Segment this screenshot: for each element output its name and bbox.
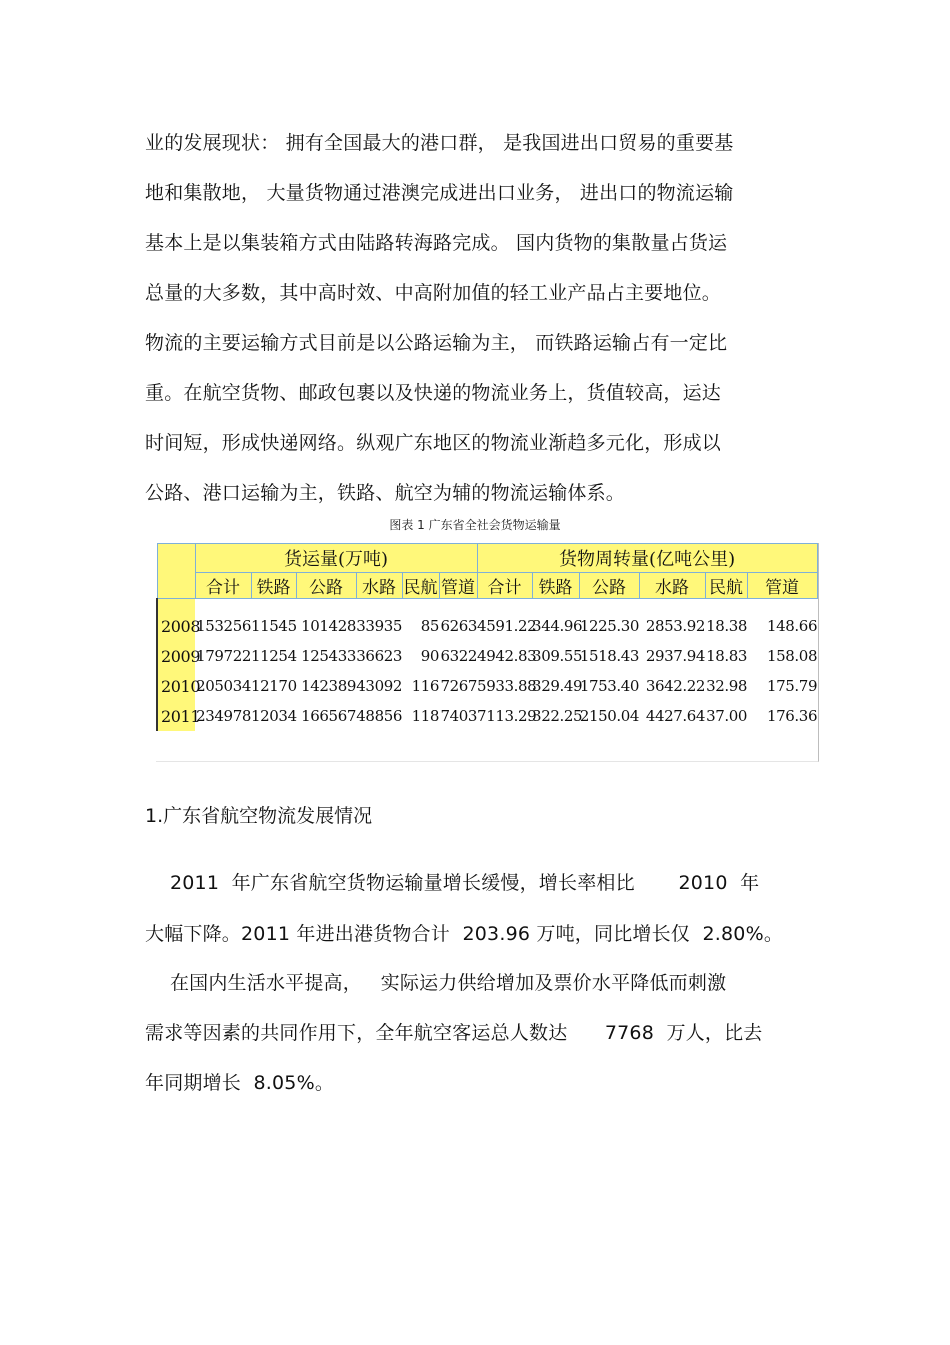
table-cell: 37.00 bbox=[706, 707, 748, 725]
table-cell: 3642.22 bbox=[645, 677, 706, 695]
table-spacer bbox=[157, 599, 195, 612]
col-header: 民航 bbox=[705, 573, 747, 599]
table-cell: 2150.04 bbox=[579, 707, 640, 725]
table-cell: 43092 bbox=[356, 677, 402, 695]
table-cell: 309.55 bbox=[532, 647, 583, 665]
table-cell: 1518.43 bbox=[579, 647, 640, 665]
col-header: 水路 bbox=[639, 573, 705, 599]
table-cell: 90 bbox=[420, 647, 439, 665]
table-cell: 33935 bbox=[356, 617, 402, 635]
table-row bbox=[157, 701, 817, 731]
row-year: 2011 bbox=[157, 701, 195, 731]
table-cell: 148.66 bbox=[767, 617, 818, 635]
table-cell: 329.49 bbox=[532, 677, 583, 695]
text-line: 地和集散地， 大量货物通过港澳完成进出口业务， 进出口的物流运输 bbox=[145, 182, 734, 204]
row-year: 2008 bbox=[157, 611, 195, 641]
table-cell: 2937.94 bbox=[645, 647, 706, 665]
text-line: 2011 年广东省航空货物运输量增长缓慢，增长率相比 2010 年 bbox=[145, 872, 760, 894]
table-cell: 18.83 bbox=[706, 647, 748, 665]
col-header: 管道 bbox=[439, 573, 477, 599]
table-cell: 116 bbox=[411, 677, 439, 695]
row-year: 2009 bbox=[157, 641, 195, 671]
col-header: 合计 bbox=[477, 573, 532, 599]
table-cell: 1225.30 bbox=[579, 617, 640, 635]
section-heading: 1.广东省航空物流发展情况 bbox=[145, 805, 373, 827]
freight-table bbox=[156, 543, 818, 731]
text-line: 公路、港口运输为主，铁路、航空为辅的物流运输体系。 bbox=[145, 482, 626, 504]
table-cell: 153256 bbox=[196, 617, 251, 635]
col-header: 公路 bbox=[579, 573, 639, 599]
col-header: 铁路 bbox=[532, 573, 579, 599]
table-cell: 101428 bbox=[301, 617, 356, 635]
table-cell: 6263 bbox=[440, 617, 478, 635]
table-cell: 234978 bbox=[196, 707, 251, 725]
table-row bbox=[157, 611, 817, 641]
table-cell: 7403 bbox=[440, 707, 478, 725]
table-cell: 205034 bbox=[196, 677, 251, 695]
text-line: 基本上是以集装箱方式由陆路转海路完成。 国内货物的集散量占货运 bbox=[145, 232, 728, 254]
table-cell: 85 bbox=[420, 617, 439, 635]
table-cell: 322.25 bbox=[532, 707, 583, 725]
text-line: 需求等因素的共同作用下，全年航空客运总人数达 7768 万人，比去 bbox=[145, 1022, 763, 1044]
text-line: 时间短，形成快递网络。纵观广东地区的物流业渐趋多元化，形成以 bbox=[145, 432, 722, 454]
table-cell: 11254 bbox=[251, 647, 297, 665]
table-cell: 36623 bbox=[356, 647, 402, 665]
table-cell: 2853.92 bbox=[645, 617, 706, 635]
table-cell: 1753.40 bbox=[579, 677, 640, 695]
header-freight-volume: 货运量(万吨) bbox=[195, 544, 477, 573]
table-cell: 4591.22 bbox=[477, 617, 537, 635]
col-header: 合计 bbox=[195, 573, 251, 599]
table-row bbox=[157, 671, 817, 701]
col-header: 铁路 bbox=[251, 573, 296, 599]
text-line: 业的发展现状： 拥有全国最大的港口群， 是我国进出口贸易的重要基 bbox=[145, 132, 734, 154]
text-line: 年同期增长 8.05%。 bbox=[145, 1072, 335, 1094]
table-cell: 4942.83 bbox=[477, 647, 537, 665]
row-year: 2010 bbox=[157, 671, 195, 701]
table-cell: 158.08 bbox=[767, 647, 818, 665]
table-cell: 7113.29 bbox=[477, 707, 537, 725]
col-header: 管道 bbox=[747, 573, 817, 599]
table-cell: 6322 bbox=[440, 647, 478, 665]
table-cell: 12170 bbox=[251, 677, 297, 695]
col-header: 民航 bbox=[402, 573, 439, 599]
table-cell: 4427.64 bbox=[645, 707, 706, 725]
col-header: 公路 bbox=[296, 573, 356, 599]
col-header: 水路 bbox=[356, 573, 402, 599]
table-cell: 48856 bbox=[356, 707, 402, 725]
table-cell: 12034 bbox=[251, 707, 297, 725]
table-cell: 344.96 bbox=[532, 617, 583, 635]
table-cell: 7267 bbox=[440, 677, 478, 695]
table-caption: 图表 1 广东省全社会货物运输量 bbox=[389, 518, 561, 532]
text-line: 物流的主要运输方式目前是以公路运输为主， 而铁路运输占有一定比 bbox=[145, 332, 728, 354]
table-cell: 11545 bbox=[251, 617, 297, 635]
table-row bbox=[157, 641, 817, 671]
table-cell: 125433 bbox=[301, 647, 356, 665]
text-line: 在国内生活水平提高， 实际运力供给增加及票价水平降低而刺激 bbox=[145, 972, 727, 994]
table-cell: 118 bbox=[411, 707, 439, 725]
table-cell: 176.36 bbox=[767, 707, 818, 725]
text-line: 大幅下降。2011 年进出港货物合计 203.96 万吨，同比增长仅 2.80%。 bbox=[145, 923, 784, 945]
table-cell: 179722 bbox=[196, 647, 251, 665]
table-cell: 175.79 bbox=[767, 677, 818, 695]
freight-volume-table bbox=[156, 543, 819, 762]
table-cell: 32.98 bbox=[706, 677, 748, 695]
header-freight-turnover: 货物周转量(亿吨公里) bbox=[477, 544, 817, 573]
table-cell: 142389 bbox=[301, 677, 356, 695]
table-cell: 5933.88 bbox=[477, 677, 537, 695]
table-cell: 18.38 bbox=[706, 617, 748, 635]
table-cell: 166567 bbox=[301, 707, 356, 725]
text-line: 总量的大多数，其中高时效、中高附加值的轻工业产品占主要地位。 bbox=[145, 282, 722, 304]
text-line: 重。在航空货物、邮政包裹以及快递的物流业务上，货值较高，运达 bbox=[145, 382, 722, 404]
table-corner bbox=[157, 544, 195, 599]
